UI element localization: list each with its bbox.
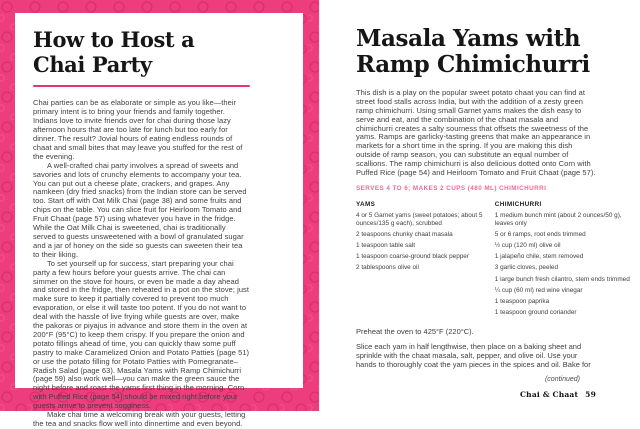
ingredient-item: 2 teaspoons chunky chaat masala	[356, 230, 453, 238]
left-title-line2: Chai Party	[33, 52, 152, 78]
instruction-step: Slice each yam in half lengthwise, then place on a baking sheet and sprinkle with the chaat masala, salt, pepper, and olive oil. Use your hands to thoroughly coat the yam pieces in the spices and oil. Bake for	[356, 342, 591, 370]
paragraph: To set yourself up for success, start preparing your chai party a few hours before your guests arrive. The chai can simmer on the stove for hours, or even be made a day ahead and stored in the fridge, then reheated in a pot on the stove; just make sure to keep it partially covered to prevent too much evaporation, or else it will taste too potent. If you do not want to deal with the hassle of live frying while guests are over, make the pakoras or piyajus in advance and store them in the oven at 200°F (95°C) to keep them crispy. If you prepare the onion and potato fillings ahead of time, you can quickly thaw some puff pastry to make Caramelized Onion and Potato Patties (page 51) or use the potato filling for Potato Patties with Pomegranate–Radish Salad (page 63). Masala Yams with Ramp Chimichurri (page 59) also work well—you can make the green sauce the night before and roast the yams first thing in the morning. Corn with Puffed Rice (page 54) should be mixed right before your guests arrive to prevent sogginess.	[33, 258, 250, 411]
ingredient-item: 5 or 6 ramps, root ends trimmed	[494, 230, 586, 238]
footer-section-title: Chai & Chaat	[520, 390, 579, 399]
footer-page-number: 59	[585, 390, 596, 399]
ingredient-item: 1 teaspoon ground coriander	[494, 309, 577, 317]
ingredient-item: 1 large bunch fresh cilantro, stem ends trimmed	[494, 275, 630, 283]
ingredient-item: 1 teaspoon table salt	[356, 242, 415, 250]
ingredient-item: 2 tablespoons olive oil	[356, 264, 419, 272]
paragraph: Chai parties can be as elaborate or simple as you like—their primary intent is to bring your friends and family together. Indians love to invite friends over for chai during those lazy afternoon hours that are too late for lunch but too early for dinner. The result? Jovial hours of eating endless rounds of chaat and small bites that may leave you stuffed for the rest of the evening.	[33, 98, 243, 161]
ingredient-item: 4 or 5 Garnet yams (sweet potatoes; about 5 ounces/135 g each), scrubbed	[356, 211, 483, 227]
recipe-title	[356, 26, 640, 79]
instructions-section	[356, 328, 598, 370]
instruction-step: Preheat the oven to 425°F (220°C).	[356, 327, 474, 337]
yams-ingredients-column	[356, 201, 483, 321]
yams-header: YAMS	[356, 200, 376, 208]
left-page-body	[33, 99, 250, 429]
ingredient-item: 1 medium bunch mint (about 2 ounces/50 g), leaves only	[494, 211, 622, 227]
ingredient-item: ¼ cup (60 ml) red wine vinegar	[494, 286, 583, 294]
page-footer	[520, 390, 596, 399]
ingredients-section	[356, 201, 640, 321]
chimichurri-ingredients-column	[495, 201, 640, 321]
left-title-line1: How to Host a	[33, 27, 195, 52]
recipe-title-line2: Ramp Chimichurri	[356, 51, 590, 79]
left-page-panel	[15, 13, 303, 428]
ingredient-item: 1 teaspoon coarse-ground black pepper	[356, 253, 469, 261]
recipe-intro: This dish is a play on the popular sweet potato chaat you can find at street food stalls across India, but with the addition of a zesty green ramp chimichurri. Using small Garnet yams makes the dish easy to serve and eat, and the combination of the chaat masala and chimichurri creates a salty sourness that offsets the sweetness of the yams. Ramps are garlicky-tasting greens that make an appearance in markets for a short time in the spring. If you are making this dish outside of ramp season, you can substitute an equal number of scallions. The ramp chimichurri is also delicious dotted onto Corn with Puffed Rice (page 54) and Heirloom Tomato and Fruit Chaat (page 57).	[356, 87, 596, 178]
left-page	[0, 0, 319, 428]
ingredient-item: ½ cup (120 ml) olive oil	[494, 242, 561, 250]
ingredient-item: 1 teaspoon paprika	[494, 298, 550, 306]
paragraph: Make chai time a welcoming break with your guests, letting the tea and snacks flow well into dinnertime and even beyond.	[33, 410, 246, 428]
ingredient-item: 1 jalapeño chile, stem removed	[494, 253, 584, 261]
right-page	[319, 0, 640, 411]
ingredient-item: 3 garlic cloves, peeled	[494, 264, 559, 272]
chimichurri-header: CHIMICHURRI	[494, 200, 542, 208]
continued-note: (continued)	[544, 376, 580, 384]
left-page-title	[33, 27, 250, 77]
serves-note: SERVES 4 TO 6; MAKES 2 CUPS (480 ML) CHIMICHURRI	[356, 184, 547, 192]
paragraph: A well-crafted chai party involves a spread of sweets and savories and lots of crunchy elements to accompany your tea. You can put out a cheese plate, crackers, and grapes. Any namkeen (dry fried snacks) from the Indian store can be served too. Start off with Oat Milk Chai (page 38) and some fruits and chips on the table. You can slice fruit for Heirloom Tomato and Fruit Chaat (page 57) using whatever you have in the fridge. While the Oat Milk Chai is sweetened, chai is traditionally served to guests unsweetened with a bowl of granulated sugar and a jar of honey on the side so guests can sweeten their tea to their liking.	[33, 160, 247, 259]
title-divider-rule	[33, 85, 250, 87]
recipe-title-line1: Masala Yams with	[356, 25, 581, 52]
